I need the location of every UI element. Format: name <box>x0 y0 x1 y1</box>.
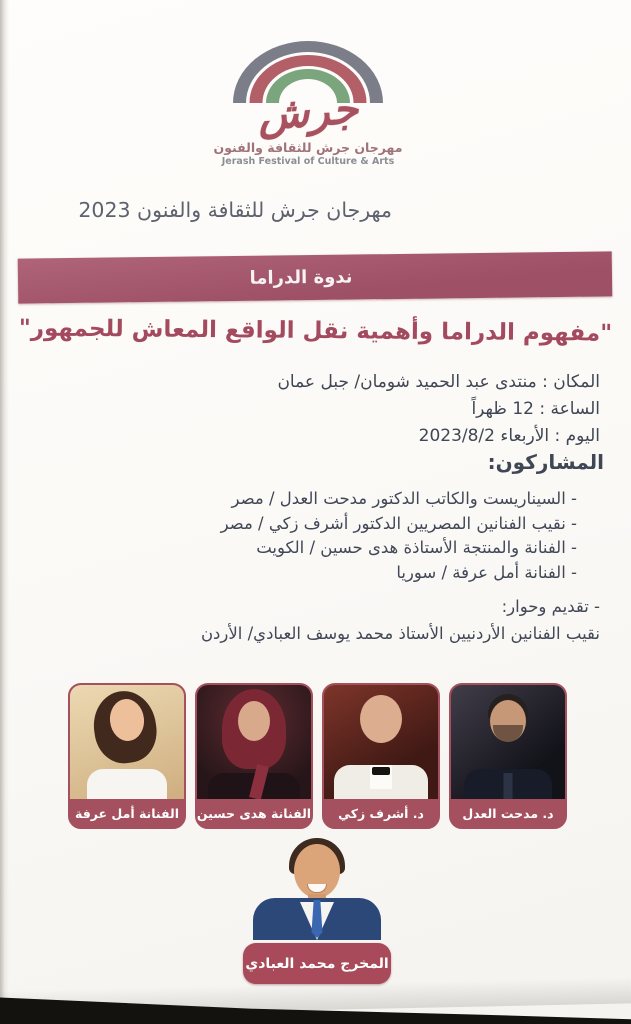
participant-item: - نقيب الفنانين المصريين الدكتور أشرف زكي / مصر <box>220 513 577 533</box>
participant-photos-row <box>68 683 567 829</box>
portrait-huda-hussein <box>197 685 311 799</box>
photo-label: د. مدحت العدل <box>451 799 565 827</box>
portrait-amal-arafa <box>70 685 184 799</box>
photo-label: د. أشرف زكي <box>324 799 438 827</box>
event-details <box>40 369 600 450</box>
participants-heading: المشاركون: <box>487 450 604 474</box>
photo-label-mohammad-alabbadi: المخرج محمد العبادي <box>243 943 391 984</box>
seminar-banner-label: ندوة الدراما <box>249 266 353 289</box>
logo-english-name: Jerash Festival of Culture & Arts <box>221 156 395 167</box>
participant-item: - السيناريست والكاتب الدكتور مدحت العدل / مصر <box>231 489 577 508</box>
photo-card-huda-hussein <box>195 683 313 829</box>
moderator-name: نقيب الفنانين الأردنيين الأستاذ محمد يوسف العبادي/ الأردن <box>200 624 600 643</box>
photo-label: الفنانة هدى حسين <box>197 799 311 827</box>
beard-shape <box>493 725 523 742</box>
participant-item: - الفنانة والمنتجة الأستاذة هدى حسين / الكويت <box>256 538 577 557</box>
portrait-ashraf-zaki <box>324 685 438 799</box>
seminar-banner <box>18 251 613 303</box>
photo-label: الفنانة أمل عرفة <box>70 799 184 827</box>
jerash-calligraphy: جرش <box>256 83 360 140</box>
face-shape <box>360 695 402 743</box>
bowtie-shape <box>372 767 390 775</box>
paper-left-edge <box>0 0 9 1024</box>
event-location: المكان : منتدى عبد الحميد شومان/ جبل عمان <box>277 372 600 392</box>
logo-arabic-name: مهرجان جرش للثقافة والفنون <box>213 140 403 155</box>
photo-card-medhat-aladl <box>449 683 567 829</box>
event-date: اليوم : الأربعاء 2023/8/2 <box>418 426 600 446</box>
participant-item: - الفنانة أمل عرفة / سوريا <box>396 562 577 582</box>
jerash-festival-logo <box>213 41 403 173</box>
photo-card-ashraf-zaki <box>322 683 440 829</box>
portrait-medhat-aladl <box>451 685 565 799</box>
event-time: الساعة : 12 ظهراً <box>471 399 600 419</box>
seminar-title: "مفهوم الدراما وأهمية نقل الواقع المعاش للجمهور" <box>18 315 613 347</box>
tie-shape <box>504 773 513 799</box>
portrait-mohammad-alabbadi <box>253 838 381 940</box>
torso-shape <box>87 769 167 799</box>
participants-list <box>30 487 577 585</box>
festival-title: مهرجان جرش للثقافة والفنون 2023 <box>78 198 392 222</box>
face-shape <box>238 701 270 741</box>
photo-card-amal-arafa <box>68 683 186 829</box>
moderator-heading: - تقديم وحوار: <box>501 597 600 616</box>
